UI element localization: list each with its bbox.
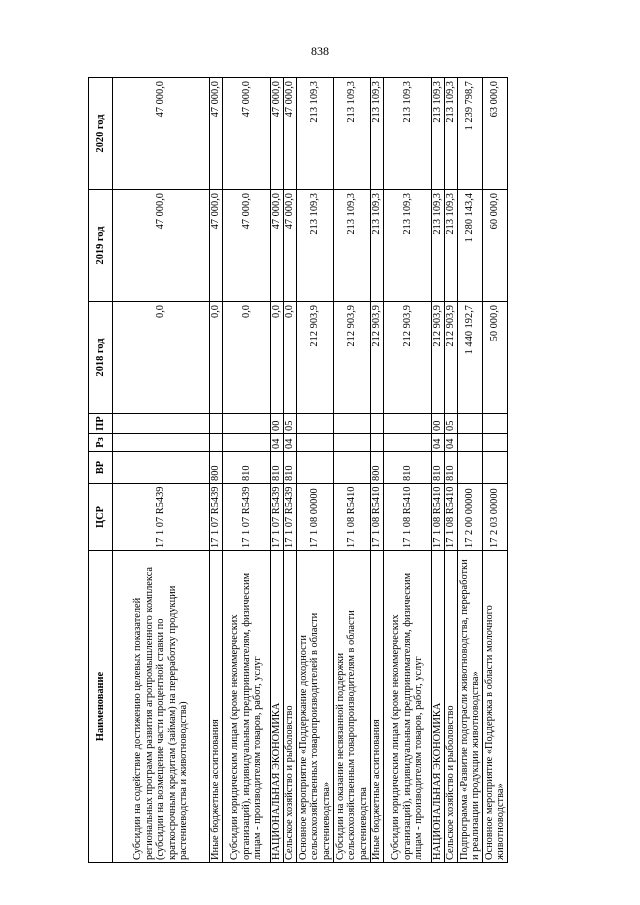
cell-name: НАЦИОНАЛЬНАЯ ЭКОНОМИКА [432,551,445,863]
cell-rz [483,434,508,452]
table-row [432,78,445,863]
cell-2020: 47 000,0 [210,78,223,190]
cell-vr [113,452,210,484]
cell-2019: 213 109,3 [384,190,432,302]
cell-vr: 810 [223,452,271,484]
cell-csr: 17 1 08 R5410 [371,484,384,551]
cell-2020: 213 109,3 [384,78,432,190]
cell-2018: 212 903,9 [445,302,458,414]
table-header-row [89,78,113,863]
cell-2018: 212 903,9 [384,302,432,414]
cell-csr: 17 1 07 R5439 [113,484,210,551]
cell-2020: 47 000,0 [113,78,210,190]
table-row [483,78,508,863]
cell-2019: 213 109,3 [432,190,445,302]
table-row [297,78,334,863]
cell-2020: 213 109,3 [334,78,371,190]
cell-name: Иные бюджетные ассигнования [371,551,384,863]
cell-pr [458,414,483,434]
cell-name: Сельское хозяйство и рыболовство [284,551,297,863]
cell-rz: 04 [445,434,458,452]
cell-name: Субсидии юридическим лицам (кроме некоммерческих организаций), индивидуальным предпринимателям, физическим лицам - производителям товаров, работ, услуг [223,551,271,863]
cell-rz [297,434,334,452]
header-2018: 2018 год [89,302,113,414]
cell-2020: 1 239 798,7 [458,78,483,190]
cell-csr: 17 1 08 R5410 [432,484,445,551]
cell-2020: 47 000,0 [284,78,297,190]
cell-2019: 47 000,0 [113,190,210,302]
cell-pr [334,414,371,434]
cell-vr: 810 [432,452,445,484]
cell-2018: 212 903,9 [432,302,445,414]
cell-2019: 47 000,0 [271,190,284,302]
cell-2018: 0,0 [113,302,210,414]
cell-2020: 63 000,0 [483,78,508,190]
header-2019: 2019 год [89,190,113,302]
cell-pr [223,414,271,434]
cell-2019: 47 000,0 [210,190,223,302]
cell-vr [334,452,371,484]
cell-2019: 60 000,0 [483,190,508,302]
cell-vr: 810 [445,452,458,484]
header-vr: ВР [89,452,113,484]
header-2020: 2020 год [89,78,113,190]
cell-rz [458,434,483,452]
cell-pr [210,414,223,434]
cell-2020: 213 109,3 [297,78,334,190]
cell-vr [458,452,483,484]
table-row [384,78,432,863]
cell-csr: 17 1 07 R5439 [271,484,284,551]
cell-name: Подпрограмма «Развитие подотрасли животноводства, переработки и реализации продукции животноводства» [458,551,483,863]
budget-table-container [88,78,546,863]
cell-csr: 17 2 00 00000 [458,484,483,551]
cell-pr: 05 [445,414,458,434]
cell-name: НАЦИОНАЛЬНАЯ ЭКОНОМИКА [271,551,284,863]
cell-2020: 47 000,0 [223,78,271,190]
cell-2019: 1 280 143,4 [458,190,483,302]
cell-2020: 47 000,0 [271,78,284,190]
cell-name: Иные бюджетные ассигнования [210,551,223,863]
cell-2020: 213 109,3 [432,78,445,190]
cell-csr: 17 1 08 R5410 [384,484,432,551]
cell-csr: 17 1 08 00000 [297,484,334,551]
cell-pr: 00 [271,414,284,434]
table-row [445,78,458,863]
table-row [210,78,223,863]
cell-rz: 04 [432,434,445,452]
cell-2018: 0,0 [284,302,297,414]
cell-csr: 17 1 08 R5410 [334,484,371,551]
cell-name: Основное мероприятие «Поддержка в области молочного животноводства» [483,551,508,863]
cell-vr: 800 [210,452,223,484]
cell-rz [334,434,371,452]
cell-2020: 213 109,3 [371,78,384,190]
cell-rz: 04 [284,434,297,452]
cell-name: Сельское хозяйство и рыболовство [445,551,458,863]
cell-name: Основное мероприятие «Поддержание доходности сельскохозяйственных товаропроизводителей в области растениеводства» [297,551,334,863]
table-row [458,78,483,863]
cell-2019: 47 000,0 [223,190,271,302]
cell-pr: 00 [432,414,445,434]
cell-csr: 17 1 08 R5410 [445,484,458,551]
cell-rz [223,434,271,452]
cell-pr [297,414,334,434]
cell-2018: 212 903,9 [371,302,384,414]
cell-pr: 05 [284,414,297,434]
cell-pr [384,414,432,434]
cell-2018: 0,0 [210,302,223,414]
cell-2018: 1 440 192,7 [458,302,483,414]
header-pr: ПР [89,414,113,434]
cell-vr [297,452,334,484]
cell-csr: 17 1 07 R5439 [284,484,297,551]
cell-csr: 17 2 03 00000 [483,484,508,551]
cell-vr: 810 [271,452,284,484]
cell-vr: 800 [371,452,384,484]
cell-vr: 810 [384,452,432,484]
cell-csr: 17 1 07 R5439 [223,484,271,551]
header-csr: ЦСР [89,484,113,551]
cell-rz: 04 [271,434,284,452]
cell-rz [384,434,432,452]
cell-2019: 47 000,0 [284,190,297,302]
cell-2019: 213 109,3 [445,190,458,302]
table-row [271,78,284,863]
cell-rz [210,434,223,452]
table-row [113,78,210,863]
cell-2019: 213 109,3 [371,190,384,302]
cell-name: Субсидии на оказание несвязанной поддержки сельскохозяйственным товаропроизводителям в области растениеводства [334,551,371,863]
cell-rz [113,434,210,452]
table-row [284,78,297,863]
cell-2019: 213 109,3 [297,190,334,302]
cell-2018: 50 000,0 [483,302,508,414]
rotated-table-area [88,78,546,863]
cell-name: Субсидии юридическим лицам (кроме некоммерческих организаций), индивидуальным предпринимателям, физическим лицам - производителям товаров, работ, услуг [384,551,432,863]
cell-2018: 0,0 [223,302,271,414]
cell-rz [371,434,384,452]
budget-table [88,77,508,863]
cell-name: Субсидии на содействие достижению целевых показателей региональных программ развития агропромышленного комплекса (субсидии на возмещение части процентной ставки по краткосрочным кредитам (займам) на переработку продукции растениеводства и животноводства) [113,551,210,863]
cell-2018: 212 903,9 [297,302,334,414]
cell-csr: 17 1 07 R5439 [210,484,223,551]
cell-vr: 810 [284,452,297,484]
cell-pr [113,414,210,434]
cell-2018: 0,0 [271,302,284,414]
cell-pr [371,414,384,434]
header-rz: Рз [89,434,113,452]
table-row [223,78,271,863]
cell-2018: 212 903,9 [334,302,371,414]
table-row [334,78,371,863]
page-number: 838 [311,44,329,58]
header-name: Наименование [89,551,113,863]
cell-2020: 213 109,3 [445,78,458,190]
cell-vr [483,452,508,484]
cell-2019: 213 109,3 [334,190,371,302]
table-row [371,78,384,863]
cell-pr [483,414,508,434]
